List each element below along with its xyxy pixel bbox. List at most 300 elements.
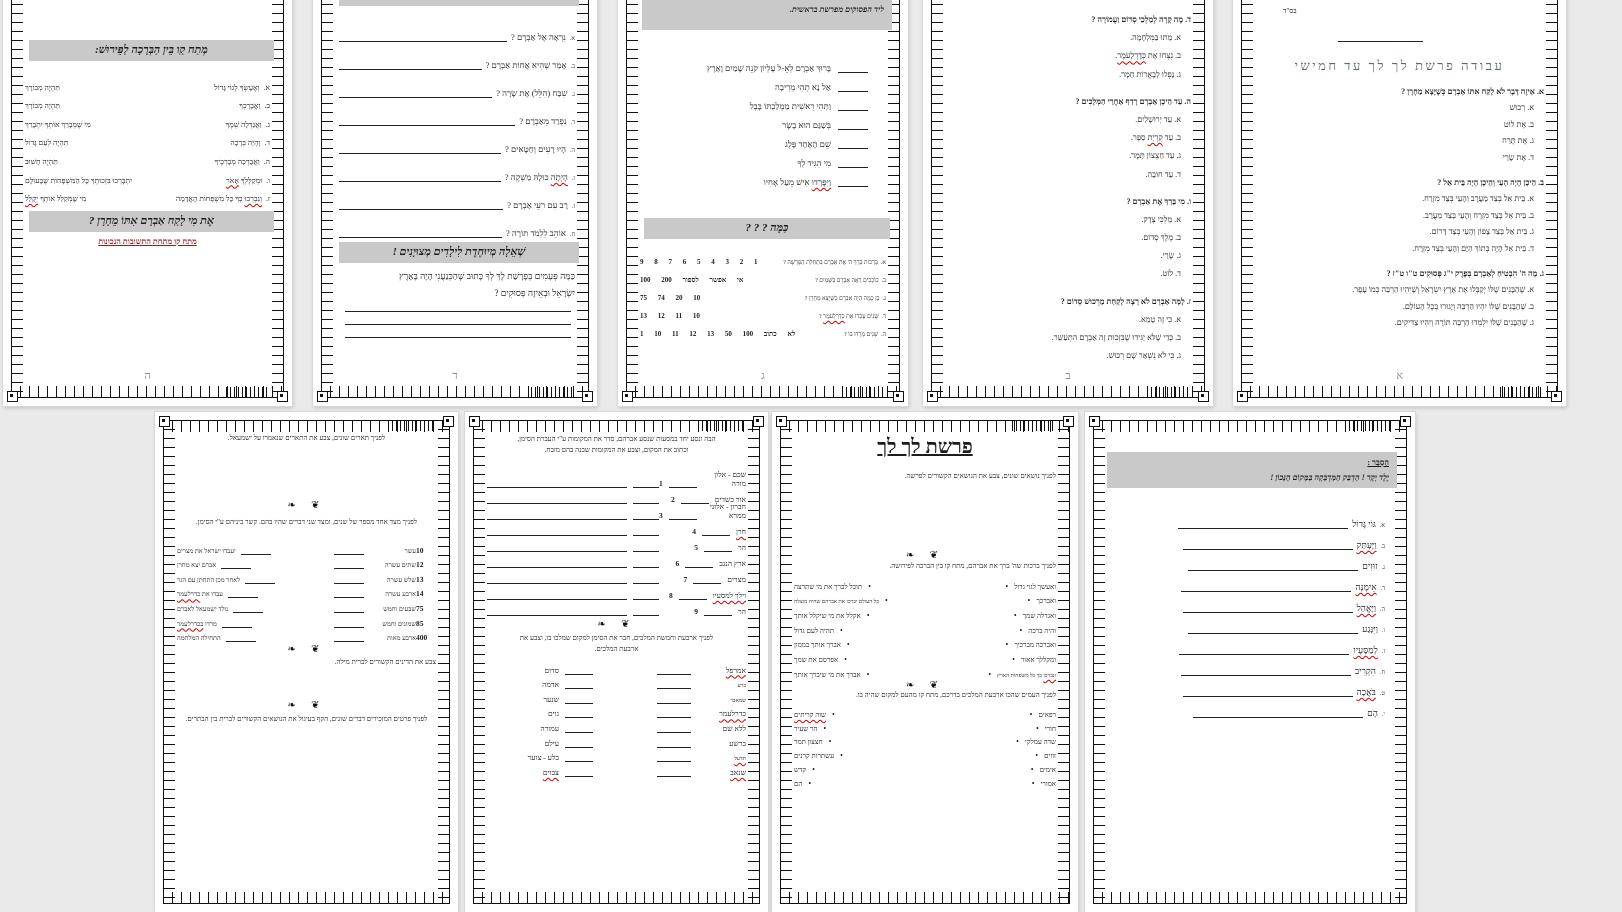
match-blank[interactable] <box>657 752 691 762</box>
item-letter: ו. <box>571 176 575 182</box>
question-or-option-line[interactable]: א. מַלְכִּי צֶדֶק. <box>1141 214 1181 224</box>
special-question-header: שְׁאֵלָה מְיוּחֶדֶת לִילָדִים מְצוּיָנִים ! <box>339 242 579 263</box>
worksheet-page-he[interactable] <box>3 0 292 406</box>
year-word: ארבע עשרה <box>385 591 416 599</box>
nation-match-row <box>794 733 1056 747</box>
kingdom-place: גוים <box>547 709 559 719</box>
question-text: נִפְרַד מֵאַבְרָם ? <box>519 116 567 126</box>
blessing-match-row <box>794 591 1056 606</box>
bullet-icon: • <box>868 581 871 591</box>
bullet-icon: • <box>844 655 847 665</box>
match-blank[interactable] <box>565 694 593 704</box>
how-many-row <box>640 266 886 284</box>
year-number: 14 <box>416 589 424 599</box>
bullet-icon: • <box>812 764 815 774</box>
blessing-text: וֶהְיֵה בְּרָכָה <box>230 138 261 148</box>
instruction-kings: לפניך ארבעת וחמשת המלכים, חבר את הסימן למקום שמלכו בו, וצבע את ארבעת המלכים. <box>519 634 714 653</box>
verse-row <box>640 73 868 92</box>
question-or-option-line[interactable]: ב. הֵיכָן הָיָה הָעַי וְהֵיכָן הָיָה בֵּית אֵל ? <box>1437 177 1544 187</box>
question-or-option-line[interactable]: א. אֵיזֶה דָּבָר לֹא לָקַח אִתּוֹ אַבְרָם כְּשֶׁיָּצָא מֵחָרָן ? <box>1401 87 1544 96</box>
item-letter: ד. <box>264 138 270 148</box>
match-blank[interactable] <box>657 679 691 689</box>
item-letter: ד. <box>881 314 886 320</box>
king-name: כדרלעמר <box>719 709 746 719</box>
worksheet-page-alef[interactable] <box>1233 0 1566 406</box>
question-or-option-line[interactable]: ד. עַד חוֹבָה. <box>1145 169 1181 179</box>
definition-blank-line[interactable] <box>1188 561 1358 571</box>
order-number: 1 <box>659 479 663 488</box>
order-blank[interactable] <box>669 510 697 520</box>
instruction-match-years: לפניך מצד אחד מספר של שנים, ומצד שני דברים שהיו בהם. קשר ביניהם ע"י הסימן. <box>195 518 418 526</box>
blessing-match-row <box>794 635 1056 650</box>
write-blank[interactable] <box>633 590 659 600</box>
answer-blank-line[interactable] <box>339 172 501 182</box>
year-match-row <box>177 584 436 599</box>
nation-place: שוה קריתים <box>794 710 827 719</box>
item-letter: ז. <box>571 204 575 210</box>
instruction-journeys: הבה ונסע יחד במסעות שנסע אברהם, סדר את המקומות ע"י העברת הסימן, וכתוב את המקום, וצבע את המקומות שבנה בהם מזבח. <box>517 435 716 455</box>
year-number: 75 <box>416 603 424 613</box>
year-number: 400 <box>416 633 428 643</box>
bullet-icon: • <box>840 751 843 761</box>
match-blank[interactable] <box>565 679 593 689</box>
question-text: הָיְתָה כּוּלָהּ מַשְׁקֶה ? <box>504 172 568 182</box>
definition-blank-line[interactable] <box>1183 540 1353 550</box>
page-number: ב <box>1065 370 1071 382</box>
year-word: שלש עשרה <box>386 576 416 584</box>
question-or-option-line[interactable]: ה. עַד הֵיכָן אַבְרָם רָדַף אַחֲרֵי הַמְּלָכִים ? <box>1075 96 1191 106</box>
worksheet-page-bet[interactable] <box>923 0 1213 406</box>
match-blank[interactable] <box>221 559 251 569</box>
question-or-option-line[interactable]: ד. בֵּית אֵל הָיָה בְּתוֹךְ הַיָּם וְהָעַי בְּצַד מִזְרָח. <box>1412 243 1534 253</box>
year-word: עשר <box>404 547 416 555</box>
number-options[interactable]: 13 12 11 10 <box>640 312 700 320</box>
vocabulary-row <box>1107 613 1385 634</box>
nation-place: עשתרות קרנים <box>794 752 835 761</box>
kingdom-place: אדמה <box>542 680 559 690</box>
order-number: 3 <box>659 511 663 520</box>
king-name: שנאב <box>730 767 746 777</box>
bullet-icon: • <box>1005 640 1009 650</box>
question-or-option-line[interactable]: ב. שֶׁהַבָּנִים שֶׁלּוֹ יִהְיוּ הַרְבֵּה וְיָגוּרוּ בְּכָל הָעוֹלָם. <box>1402 301 1534 311</box>
question-or-option-line[interactable]: ב. עַד קִרְיַת סֵפֶר. <box>1130 133 1181 143</box>
blessings-match-list <box>794 576 1056 679</box>
bullet-icon: • <box>1016 737 1019 747</box>
question-or-option-line[interactable]: א. מֵתוּ בַּמִּלְחָמָה. <box>1130 33 1181 43</box>
item-letter: ה. <box>1380 607 1385 613</box>
meaning-text: אקלל את מי שיקלל אותך <box>794 612 861 621</box>
worksheet-page-vocabulary[interactable] <box>1085 412 1415 912</box>
match-row <box>25 73 270 92</box>
question-or-option-line[interactable]: א. כִּי זֶה טָמֵא. <box>1138 314 1181 324</box>
answer-blank-line[interactable] <box>339 116 515 126</box>
bullet-icon: • <box>866 611 870 621</box>
definition-blank-line[interactable] <box>1178 519 1348 529</box>
question-text: שָׁנִים מָרְדוּ בּוֹ ? <box>844 332 879 338</box>
number-options[interactable]: לא כתוב 100 50 13 12 11 10 1 <box>640 330 796 338</box>
question-or-option-line[interactable]: ב. מֶלֶךְ סְדוֹם. <box>1141 233 1181 243</box>
question-or-option-line[interactable]: ב. אֶת לוֹט <box>1503 119 1534 129</box>
year-match-row <box>177 613 436 628</box>
bsd-mark: בס"ד <box>1283 7 1297 15</box>
place-write-line[interactable] <box>487 606 627 616</box>
write-blank[interactable] <box>633 510 659 520</box>
question-or-option-line[interactable]: א. שֶׁהַבָּנִים שֶׁלּוֹ יְקַבְּלוּ אֶת אֶרֶץ יִשְׂרָאֵל וְשֶׁיִּהְיוּ הַרְבֵּה כְּמוֹ עָפָר. <box>1352 285 1534 295</box>
meaning-text: תִּהְיֶה חָשׁוּב <box>25 156 58 166</box>
item-letter: ג. <box>1381 565 1385 571</box>
answer-blank-line[interactable] <box>339 88 492 98</box>
match-blank[interactable] <box>565 723 593 733</box>
definition-blank-line[interactable] <box>1188 624 1358 634</box>
answer-blank-line[interactable] <box>339 60 482 70</box>
verse-text: בָּרוּךְ אַבְרָם לְאֵ-ל עֶלְיוֹן קֹנֵה שָׁמַיִם וָאָרֶץ <box>707 63 831 73</box>
multiple-choice-list <box>945 6 1191 369</box>
question-or-option-line[interactable]: ג. מָה ה' הִבְטִיחַ לְאַבְרָם בְּפֶרֶק י"ג פְּסוּקִים ט"ו ט"ז ? <box>1386 268 1544 278</box>
item-letter: ב. <box>1380 544 1385 550</box>
match-blank[interactable] <box>233 603 263 613</box>
explain-label: הַסְבֵּר : <box>1367 458 1389 467</box>
question-or-option-line[interactable]: ג. אֶת תֶּרַח <box>1502 136 1534 146</box>
match-blank[interactable] <box>222 618 252 628</box>
blessing-text: ומקללך אאור <box>1020 656 1056 665</box>
how-many-row <box>640 248 886 266</box>
how-many-row <box>640 284 886 302</box>
match-blank[interactable] <box>657 665 691 675</box>
match-blank[interactable] <box>334 559 364 569</box>
order-number: 9 <box>694 607 698 616</box>
definition-blank-line[interactable] <box>1183 603 1353 613</box>
place-write-line[interactable] <box>487 590 627 600</box>
vocabulary-list <box>1107 508 1385 718</box>
king-name: תדעל <box>734 756 746 763</box>
year-match-row <box>177 569 436 584</box>
item-letter: ח. <box>569 232 575 238</box>
item-letter: א. <box>569 36 575 42</box>
vocabulary-row <box>1107 571 1385 592</box>
bullet-icon: • <box>823 723 827 733</box>
match-blank[interactable] <box>657 767 691 777</box>
meaning-text: יִתְבָּרְכוּ בִּזְכוּתְךָ כָּל הַמִּשְׁפָּחוֹת שֶׁבָּעוֹלָם <box>25 175 133 185</box>
answer-line[interactable] <box>345 323 571 325</box>
place-name: אור כשדים <box>714 495 746 504</box>
item-letter: ג. <box>265 119 270 129</box>
blessing-match-row <box>794 664 1056 679</box>
match-blank[interactable] <box>565 767 593 777</box>
match-blank[interactable] <box>334 574 364 584</box>
match-row <box>25 92 270 111</box>
meaning-text: תהיה לעם גדול <box>794 626 835 635</box>
write-blank[interactable] <box>633 526 659 536</box>
match-blank[interactable] <box>657 738 691 748</box>
question-row <box>335 154 575 182</box>
write-blank[interactable] <box>633 574 659 584</box>
question-or-option-line[interactable]: ו. מִי בֵּרַךְ אֶת אַבְרָם ? <box>1126 196 1191 206</box>
vocabulary-word: אֵימֶנָּה <box>1355 582 1377 592</box>
kingdom-place: שנער <box>543 694 559 704</box>
worksheet-page-title-topics[interactable] <box>772 412 1078 912</box>
item-letter: ו. <box>1381 628 1385 634</box>
place-write-line[interactable] <box>487 510 627 520</box>
king-name: ברשע <box>729 738 746 748</box>
page-number: ד <box>452 370 458 382</box>
page-number: א <box>1396 370 1403 382</box>
bullet-icon: • <box>866 669 870 679</box>
bullet-icon: • <box>846 640 850 650</box>
number-options[interactable]: 75 74 20 10 <box>640 294 701 302</box>
order-blank[interactable] <box>679 590 707 600</box>
question-or-option-line[interactable]: א. בֵּית אֵל בְּצַד מַעֲרָב וְהָעַי בְּצַד מִזְרָח. <box>1422 194 1534 204</box>
match-blank[interactable] <box>226 632 256 642</box>
write-blank[interactable] <box>633 542 659 552</box>
match-row <box>25 129 270 148</box>
blessing-text: וּמְקַלֶּלְךָ אָאֹר <box>226 175 263 185</box>
match-blank[interactable] <box>334 545 364 555</box>
question-or-option-line[interactable]: א. רְכוּשׁ <box>1509 103 1534 113</box>
definition-blank-line[interactable] <box>1179 645 1349 655</box>
place-name: וילך למסעיו <box>712 591 746 600</box>
definition-blank-line[interactable] <box>1193 708 1363 718</box>
match-blank[interactable] <box>334 603 364 613</box>
question-row <box>335 70 575 98</box>
nation-place: הר שעיר <box>794 724 818 733</box>
verse-text: מִי הִגִּיד לְךָ <box>797 158 831 168</box>
meaning-text: אברך אותך בממון <box>794 641 841 650</box>
meaning-text: אברך את מי שיברך אותך <box>794 670 861 679</box>
journey-row <box>487 552 746 568</box>
journey-row <box>487 472 746 488</box>
answer-blank[interactable] <box>838 177 868 187</box>
year-word: שמונים וחמש <box>382 620 416 628</box>
question-or-option-line[interactable]: ג. שָׂרַי. <box>1160 251 1181 261</box>
question-text: הָיוּ רָעִים וְחַטָּאִים ? <box>505 144 567 154</box>
kings-match-list <box>487 660 746 777</box>
how-many-header: כַּמָּה ? ? ? <box>644 218 890 239</box>
question-or-option-line[interactable]: ג. כִּי לֹא נִשְׁאַר שָׁם רְכוּשׁ. <box>1106 351 1181 361</box>
verse-text: וַתְּהִי רֵאשִׁית מַמְלַכְתּוֹ בָּבֶל <box>749 101 831 111</box>
match-blank[interactable] <box>334 588 364 598</box>
write-blank[interactable] <box>633 606 659 616</box>
king-name: אמרפל <box>725 665 746 675</box>
number-options[interactable]: אי אפשר לספור 200 100 <box>640 276 744 284</box>
topics-grid <box>794 487 1056 502</box>
place-write-line[interactable] <box>487 574 627 584</box>
match-blank[interactable] <box>245 574 275 584</box>
who-am-i-question-list <box>335 14 575 238</box>
blessing-text: וְנִבְרְכוּ בְךָ כָּל מִשְׁפְּחוֹת הָאֲדָמָה <box>175 194 262 204</box>
vocabulary-word: גּוֹי גָּדוֹל <box>1352 519 1376 529</box>
how-many-row <box>640 302 886 320</box>
answer-blank-line[interactable] <box>339 32 507 42</box>
king-match-row <box>487 762 746 777</box>
kingdom-place: בלע - צוער <box>527 753 559 763</box>
place-write-line[interactable] <box>487 542 627 552</box>
vocabulary-row <box>1107 508 1385 529</box>
event-text: עבדו את כדרלעמר <box>177 591 223 599</box>
vocabulary-word: וַיִּנָּגַע <box>1362 624 1378 634</box>
order-blank[interactable] <box>669 478 697 488</box>
blessing-text: וַאֲבָרְכָה מְבָרְכֶיךָ <box>214 156 260 166</box>
worksheet-title: עבודה פרשת לך לך עד חמישי <box>1294 58 1505 73</box>
vocabulary-word: בֹּאֲכָה <box>1356 687 1376 697</box>
match-blank[interactable] <box>565 752 593 762</box>
place-write-line[interactable] <box>487 558 627 568</box>
match-blank[interactable] <box>657 694 691 704</box>
item-letter: ז. <box>1381 649 1385 655</box>
question-or-option-line[interactable]: ד. אֶת שָׂרַי <box>1502 152 1534 162</box>
year-number: 13 <box>416 574 424 584</box>
question-or-option-line[interactable]: ג. נָפְלוּ לְבֶאֱרוֹת חֵמָר. <box>1119 69 1181 79</box>
year-word: ארבע מאות <box>387 635 416 643</box>
worksheet-page-journeys-kings[interactable] <box>465 412 768 912</box>
order-blank[interactable] <box>704 542 732 552</box>
order-number: 2 <box>671 495 675 504</box>
match-blank[interactable] <box>565 665 593 675</box>
order-blank[interactable] <box>702 526 730 536</box>
order-blank[interactable] <box>685 558 713 568</box>
blessing-text: ואעשך לגוי גדול <box>1014 582 1056 591</box>
verse-row <box>640 111 868 130</box>
answer-blank[interactable] <box>838 158 868 168</box>
question-or-option-line[interactable]: ד. לוֹט. <box>1160 269 1181 279</box>
answer-blank[interactable] <box>838 139 868 149</box>
vocabulary-row <box>1107 529 1385 550</box>
place-write-line[interactable] <box>487 526 627 536</box>
answer-blank-line[interactable] <box>339 144 501 154</box>
answer-blank-line[interactable] <box>339 228 502 238</box>
instruction-nations: לפניך העמים שהכו ארבעת המלכים בדרכם, מתח קו מהעם למקום שהיה בו. <box>855 691 1056 699</box>
place-name: הר <box>738 607 746 616</box>
write-source-header: ליד הפסוקים מפרשת בראשית. <box>642 0 892 30</box>
order-number: 7 <box>683 575 688 584</box>
bullet-icon: • <box>1013 611 1017 621</box>
mila-terms-grid <box>177 670 436 676</box>
item-letter: ב. <box>881 278 886 284</box>
definition-blank-line[interactable] <box>1181 666 1351 676</box>
event-text: אברם יצא מחרן <box>177 562 217 570</box>
write-blank[interactable] <box>633 494 659 504</box>
nation-place: הם <box>794 779 803 788</box>
place-name: שכם - אלון מורה <box>714 470 746 488</box>
journey-row <box>487 600 746 616</box>
place-name: ארץ הנגב <box>719 559 746 568</box>
nation-name: רפאים <box>1038 710 1056 719</box>
meaning-text: תִּהְיֶה מְבוֹרָךְ <box>25 82 60 92</box>
match-blank[interactable] <box>657 708 691 718</box>
ornament-icon: ❦ ❧ <box>906 550 944 561</box>
order-number: 4 <box>692 527 696 536</box>
answer-blank[interactable] <box>838 63 868 73</box>
nation-name: שדה עמלקי <box>1024 738 1056 747</box>
answer-blank[interactable] <box>838 101 868 111</box>
match-blank[interactable] <box>241 545 271 555</box>
year-match-row <box>177 628 436 643</box>
name-line[interactable] <box>1338 40 1423 42</box>
place-write-line[interactable] <box>487 494 627 504</box>
write-blank[interactable] <box>633 478 659 488</box>
match-blank[interactable] <box>334 632 364 642</box>
definition-blank-line[interactable] <box>1183 687 1353 697</box>
write-blank[interactable] <box>633 558 659 568</box>
worksheet-page-ishmael-years[interactable] <box>155 412 458 912</box>
number-options[interactable]: 9 8 7 6 5 4 3 2 1 <box>640 258 758 266</box>
item-letter: ג. <box>882 296 886 302</box>
answer-blank-line[interactable] <box>339 200 503 210</box>
question-text: רָב עִם רֹעֵי אַבְרָם ? <box>507 200 568 210</box>
king-match-row <box>487 733 746 748</box>
match-blank[interactable] <box>657 723 691 733</box>
question-text: בְּרָכוֹת בֵּרַךְ ה' אֶת אַבְרָם בִּתְחִלַּת הַפָּרָשָׁה ? <box>783 260 878 266</box>
item-letter: י. <box>1381 712 1385 718</box>
order-blank[interactable] <box>693 574 721 584</box>
definition-blank-line[interactable] <box>1181 582 1351 592</box>
question-or-option-line[interactable]: ב. בֵּית אֵל בְּצַד מִזְרָח וְהָעַי בְּצַד מַעֲרָב. <box>1423 210 1534 220</box>
question-or-option-line[interactable]: ג. שֶׁהַבָּנִים שֶׁלּוֹ יִלְמְדוּ הַרְבֵּה תּוֹרָה וְיִהְיוּ צַדִּיקִים. <box>1394 318 1534 328</box>
question-or-option-line[interactable]: ג. עַד חַצְצוֹן תָּמָר. <box>1129 151 1181 161</box>
year-match-row <box>177 540 436 555</box>
question-or-option-line[interactable]: ג. בֵּית אֵל בְּצַד צָפוֹן וְהָעַי בְּצַד דָּרוֹם. <box>1429 227 1534 237</box>
king-name: ברע <box>737 683 746 690</box>
event-text: יעבדו ישראל את מצרים <box>177 547 236 555</box>
nations-match-list <box>794 705 1056 788</box>
nation-match-row <box>794 760 1056 774</box>
ornament-icon: ❦ ❧ <box>287 500 326 511</box>
instruction-topics: לפניך נושאים שונים, צבע את הנושאים הקשורים לפרשה. <box>904 472 1056 480</box>
question-or-option-line[interactable]: ד. מֶה קָרָה לְמַלְכֵי סְדוֹם וַעֲמוֹרָה ? <box>1091 15 1191 24</box>
kingdom-place: עילם <box>544 738 559 748</box>
question-or-option-line[interactable]: ז. לָמָּה אַבְרָם לֹא רָצָה לָקַחַת מֵרְכוּשׁ סְדוֹם ? <box>1060 296 1191 306</box>
verse-text: שֵׁם הָאֶחָד פֶּלֶג <box>785 139 831 149</box>
match-blank[interactable] <box>334 618 364 628</box>
item-letter: ט. <box>1379 691 1385 697</box>
nation-place: חצצון תמר <box>794 738 823 747</box>
blessing-match-row <box>794 605 1056 620</box>
cut-off-section-header <box>339 0 579 6</box>
bullet-icon: • <box>1035 723 1039 733</box>
king-match-row <box>487 675 746 690</box>
ornament-icon: ❦ ❧ <box>287 700 326 711</box>
answer-blank[interactable] <box>838 120 868 130</box>
year-word: שתים עשרה <box>384 562 416 570</box>
worksheet-page-dalet[interactable] <box>313 0 597 406</box>
question-row <box>335 182 575 210</box>
bullet-icon: • <box>1005 581 1009 591</box>
king-match-row <box>487 748 746 763</box>
question-or-option-line[interactable]: ב. כְּדֵי שֶׁלֹּא יַגִּידוּ שֶׁבִּזְכוּת זֶה אַבְרָם הִתְעַשֵּׁר. <box>1051 333 1181 342</box>
match-blank[interactable] <box>565 738 593 748</box>
place-write-line[interactable] <box>487 478 627 488</box>
question-or-option-line[interactable]: ב. נִצְּחוּ אֶת כְּדָרְלָעֹמֶר. <box>1115 51 1181 61</box>
worksheet-page-gimel[interactable] <box>618 0 908 406</box>
year-word: שבעים וחמש <box>383 605 416 613</box>
answer-line[interactable] <box>345 336 571 338</box>
blessing-match-row <box>794 620 1056 635</box>
answer-blank[interactable] <box>838 82 868 92</box>
question-or-option-line[interactable]: א. עַד יְרוּשָׁלַיִם. <box>1135 114 1181 124</box>
match-blank[interactable] <box>565 708 593 718</box>
vocabulary-word: הָם <box>1367 708 1378 718</box>
king-match-row <box>487 689 746 704</box>
blessing-text: ואגדלה שמך <box>1022 612 1056 621</box>
verse-list <box>640 54 868 187</box>
order-blank[interactable] <box>704 606 732 616</box>
journey-row <box>487 568 746 584</box>
answer-line[interactable] <box>345 310 571 312</box>
match-blank[interactable] <box>228 588 258 598</box>
bullet-icon: • <box>832 709 835 719</box>
journey-row <box>487 536 746 552</box>
year-number: 10 <box>416 545 424 555</box>
blessing-text: ואברכך <box>1036 597 1056 606</box>
